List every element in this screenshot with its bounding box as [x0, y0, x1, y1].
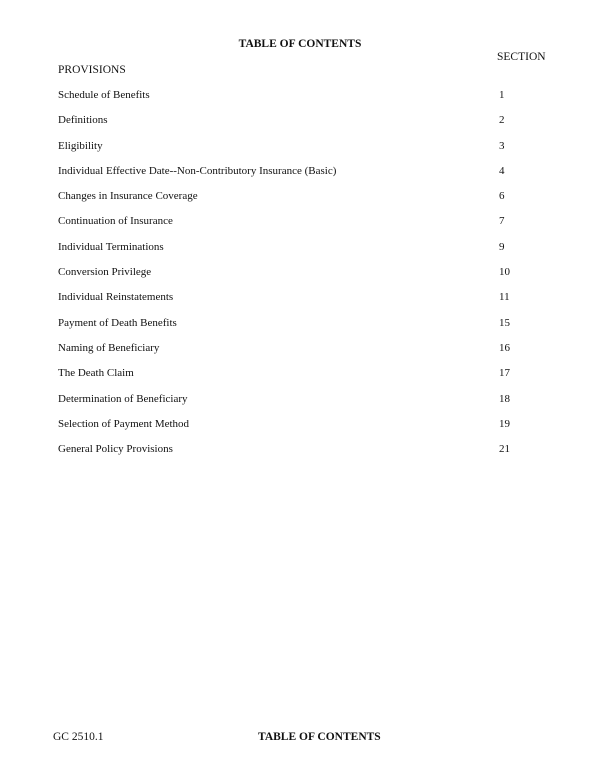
toc-section-number: 18 — [499, 392, 510, 405]
toc-row — [58, 367, 518, 392]
toc-section-number: 10 — [499, 266, 510, 279]
footer-form-number: GC 2510.1 — [53, 731, 104, 743]
toc-row — [58, 291, 518, 316]
toc-list — [58, 89, 518, 468]
toc-section-number: 19 — [499, 417, 510, 430]
toc-row — [58, 317, 518, 342]
toc-label: The Death Claim — [58, 367, 134, 380]
toc-label: Individual Terminations — [58, 240, 164, 253]
section-column-header: SECTION — [497, 51, 546, 63]
toc-section-number: 7 — [499, 215, 505, 228]
toc-label: Continuation of Insurance — [58, 215, 173, 228]
toc-section-number: 4 — [499, 164, 505, 177]
toc-row — [58, 89, 518, 114]
toc-section-number: 2 — [499, 114, 505, 127]
toc-section-number: 3 — [499, 139, 505, 152]
toc-row — [58, 418, 518, 443]
toc-row — [58, 393, 518, 418]
toc-section-number: 17 — [499, 367, 510, 380]
toc-row — [58, 165, 518, 190]
toc-row — [58, 241, 518, 266]
footer-page-label: TABLE OF CONTENTS — [258, 731, 381, 743]
toc-row — [58, 140, 518, 165]
toc-row — [58, 114, 518, 139]
toc-row — [58, 443, 518, 468]
toc-label: Selection of Payment Method — [58, 417, 190, 430]
provisions-column-header: PROVISIONS — [58, 64, 126, 76]
toc-label: Changes in Insurance Coverage — [58, 190, 198, 203]
toc-row — [58, 266, 518, 291]
toc-label: Payment of Death Benefits — [58, 316, 177, 329]
toc-row — [58, 190, 518, 215]
toc-label: Naming of Beneficiary — [58, 341, 160, 354]
toc-label: Individual Effective Date--Non-Contributory Insurance (Basic) — [58, 164, 337, 177]
toc-label: Determination of Beneficiary — [58, 392, 188, 405]
toc-section-number: 16 — [499, 341, 510, 354]
toc-section-number: 21 — [499, 443, 510, 456]
toc-label: Conversion Privilege — [58, 266, 152, 279]
toc-section-number: 15 — [499, 316, 510, 329]
toc-section-number: 9 — [499, 240, 505, 253]
toc-section-number: 1 — [499, 89, 505, 101]
toc-label: Definitions — [58, 114, 108, 127]
toc-row — [58, 215, 518, 240]
toc-label: Eligibility — [58, 139, 103, 152]
toc-section-number: 11 — [499, 291, 510, 304]
toc-label: General Policy Provisions — [58, 443, 173, 456]
toc-section-number: 6 — [499, 190, 505, 203]
toc-label: Individual Reinstatements — [58, 291, 174, 304]
toc-label: Schedule of Benefits — [58, 89, 150, 101]
toc-row — [58, 342, 518, 367]
page-title: TABLE OF CONTENTS — [238, 38, 362, 50]
